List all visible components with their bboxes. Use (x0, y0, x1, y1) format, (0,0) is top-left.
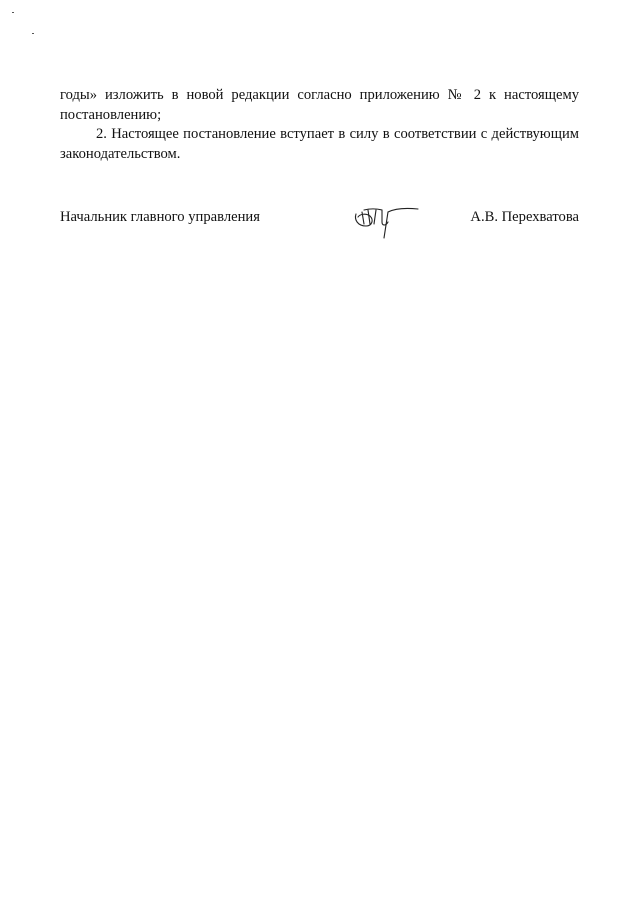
signatory-name: А.В. Перехватова (470, 209, 579, 225)
paragraph-continuation: годы» изложить в новой редакции согласно приложению № 2 к настоящему постановлению; (60, 87, 579, 123)
document-body (60, 86, 579, 164)
handwritten-signature (352, 204, 432, 242)
paragraph-item-2: 2. Настоящее постановление вступает в силу в соответствии с действующим законодательством. (60, 126, 579, 162)
signature-block (60, 204, 579, 244)
scan-speck (12, 12, 14, 13)
scan-speck (32, 33, 34, 34)
signatory-position: Начальник главного управления (60, 209, 260, 225)
